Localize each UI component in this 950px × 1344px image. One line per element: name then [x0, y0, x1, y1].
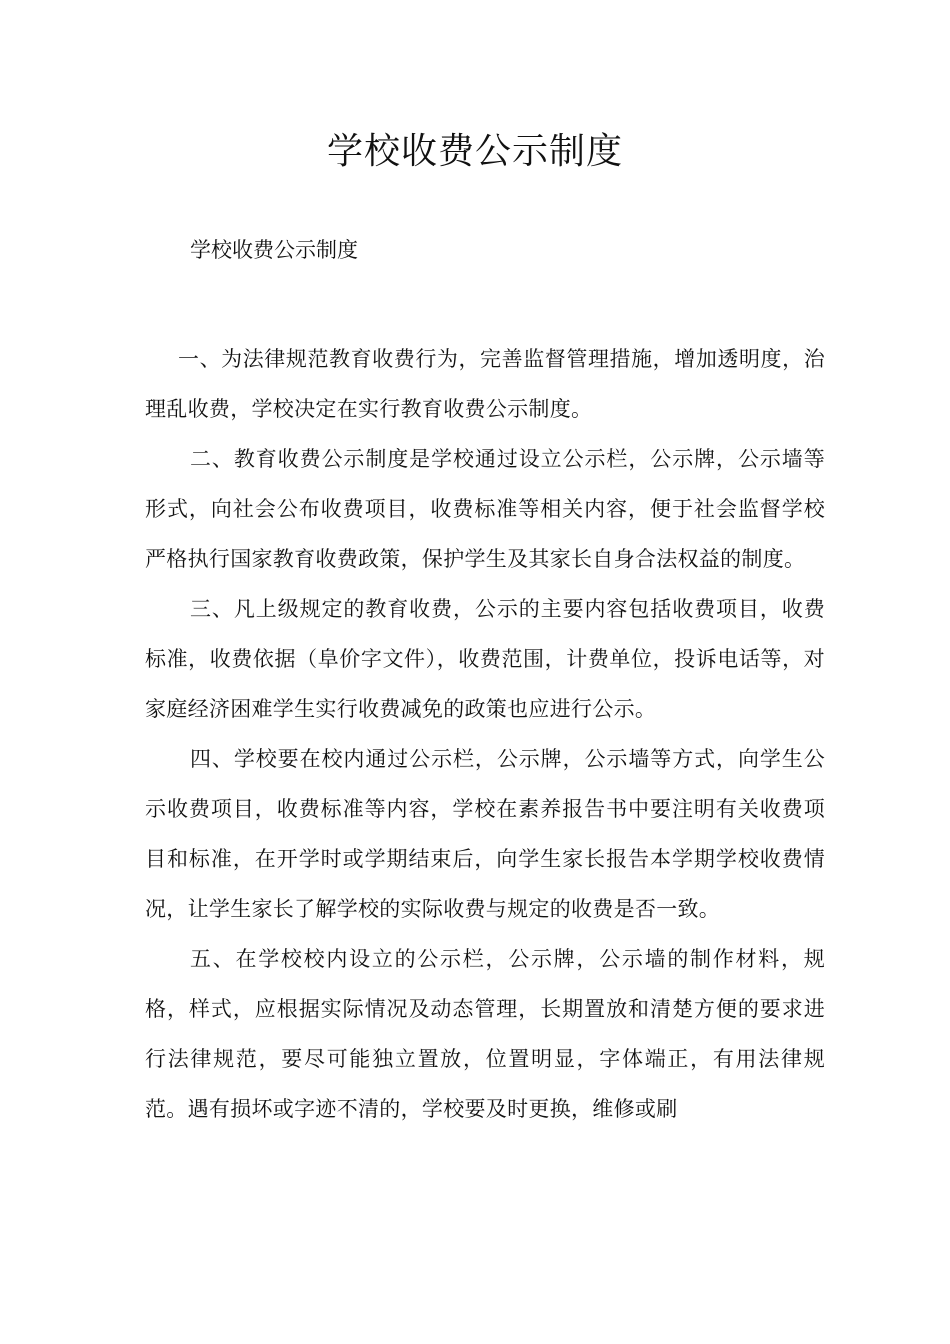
- document-subtitle: 学校收费公示制度: [190, 238, 358, 262]
- paragraph-4: 四、学校要在校内通过公示栏，公示牌，公示墙等方式，向学生公示收费项目，收费标准等内容，学校在素养报告书中要注明有关收费项目和标准，在开学时或学期结束后，向学生家长报告本学期学校收费情况，让学生家长了解学校的实际收费与规定的收费是否一致。: [145, 747, 825, 921]
- paragraph-5: 五、在学校校内设立的公示栏，公示牌，公示墙的制作材料，规格，样式，应根据实际情况及动态管理，长期置放和清楚方便的要求进行法律规范，要尽可能独立置放，位置明显，字体端正，有用法律规范。遇有损坏或字迹不清的，学校要及时更换，维修或刷: [145, 947, 825, 1121]
- paragraph-3: 三、凡上级规定的教育收费，公示的主要内容包括收费项目，收费标准，收费依据（阜价字文件），收费范围，计费单位，投诉电话等，对家庭经济困难学生实行收费减免的政策也应进行公示。: [145, 597, 825, 721]
- document-body: [145, 334, 825, 1134]
- paragraph-1: 一、为法律规范教育收费行为，完善监督管理措施，增加透明度，治理乱收费，学校决定在实行教育收费公示制度。: [145, 347, 825, 421]
- document-title: 学校收费公示制度: [326, 131, 623, 172]
- paragraph-2: 二、教育收费公示制度是学校通过设立公示栏，公示牌，公示墙等形式，向社会公布收费项目，收费标准等相关内容，便于社会监督学校严格执行国家教育收费政策，保护学生及其家长自身合法权益的制度。: [145, 447, 825, 571]
